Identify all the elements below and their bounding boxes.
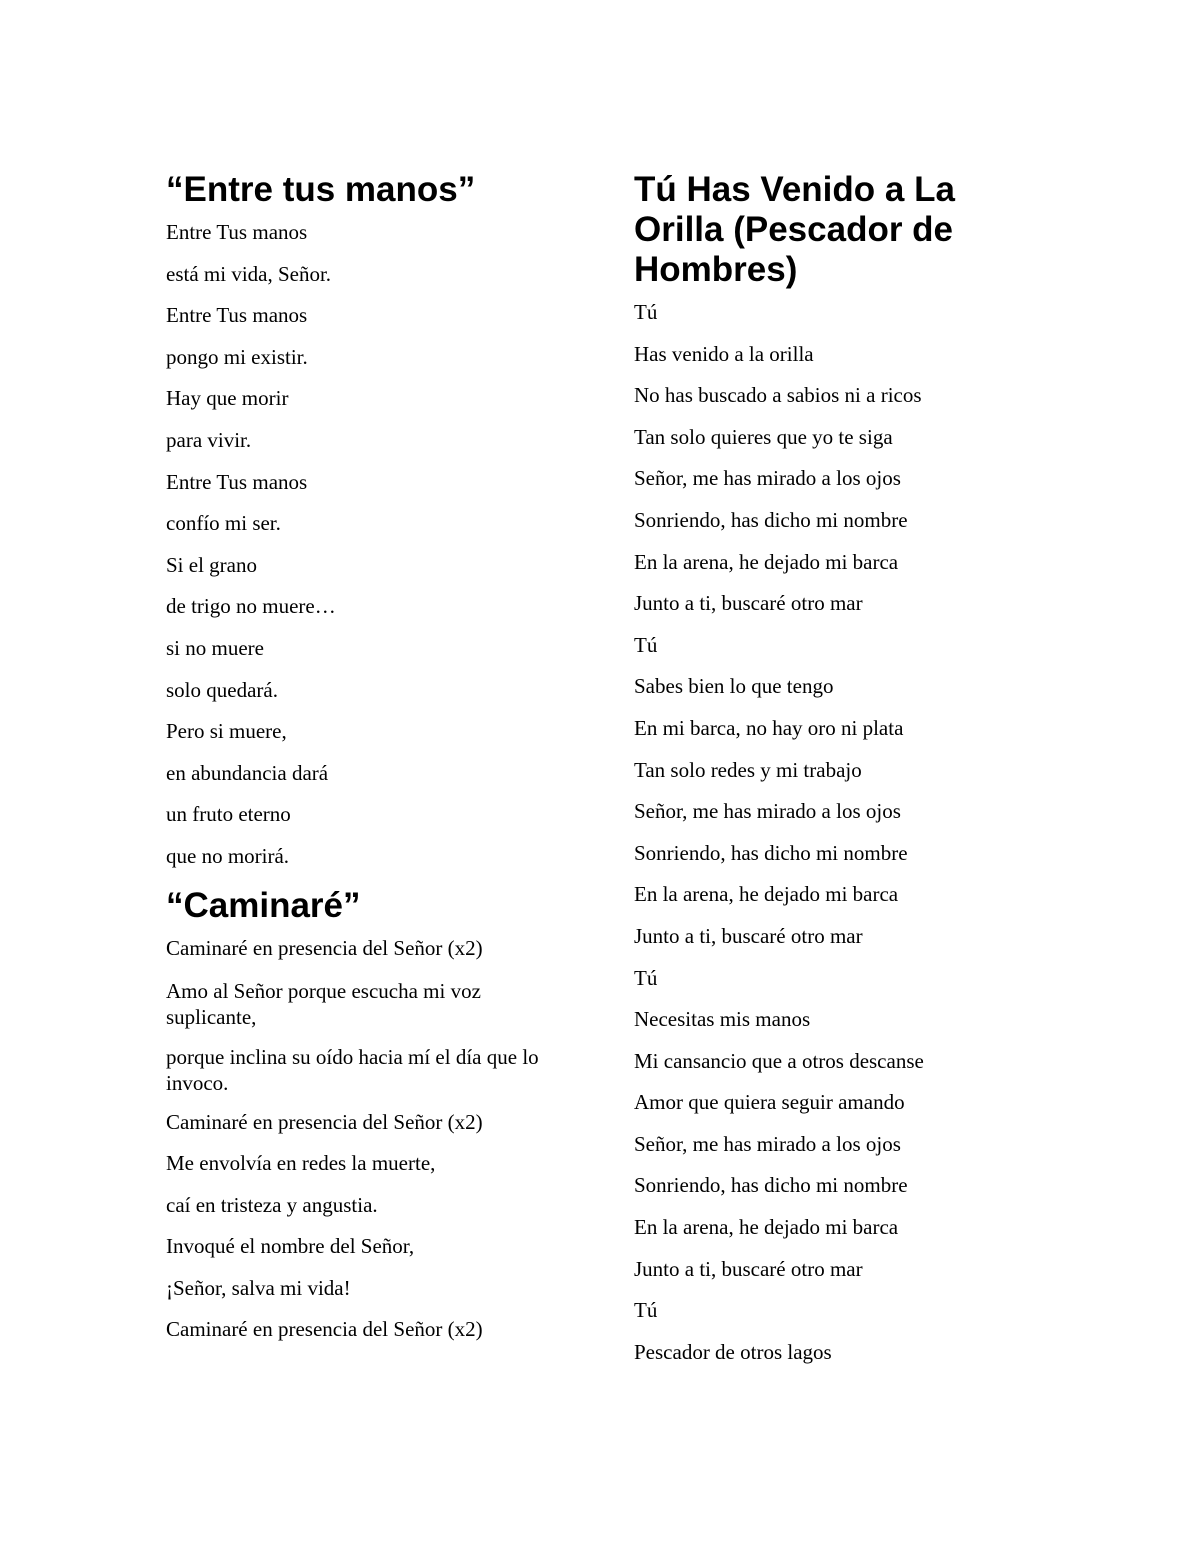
lyric-line: Invoqué el nombre del Señor, [166, 1234, 415, 1259]
lyric-line: de trigo no muere… [166, 594, 336, 619]
lyric-line: pongo mi existir. [166, 344, 308, 369]
lyric-line: para vivir. [166, 427, 252, 452]
lyric-line: Junto a ti, buscaré otro mar [634, 923, 863, 948]
lyric-line: Sabes bien lo que tengo [634, 674, 834, 699]
lyric-line: Amo al Señor porque escucha mi voz suplicante, [166, 978, 481, 1029]
lyric-line: Pescador de otros lagos [634, 1339, 832, 1364]
song-lyrics-caminare [166, 936, 576, 1342]
song-title-pescador-de-hombres: Tú Has Venido a La Orilla (Pescador de Hombres) [634, 170, 955, 289]
lyric-line: Amor que quiera seguir amando [634, 1090, 905, 1115]
lyric-line: un fruto eterno [166, 802, 291, 827]
lyric-line: porque inclina su oído hacia mí el día que lo invoco. [166, 1044, 539, 1095]
lyric-line: ¡Señor, salva mi vida! [166, 1275, 351, 1300]
lyric-line: Mi cansancio que a otros descanse [634, 1048, 924, 1073]
lyric-line: confío mi ser. [166, 511, 281, 536]
lyric-line: Pero si muere, [166, 719, 287, 744]
lyric-line: En la arena, he dejado mi barca [634, 1215, 899, 1240]
lyric-line: Me envolvía en redes la muerte, [166, 1151, 436, 1176]
lyric-line: Caminaré en presencia del Señor (x2) [166, 1109, 483, 1134]
lyric-line: Entre Tus manos [166, 469, 308, 494]
song-lyrics-pescador-de-hombres [634, 300, 1054, 1364]
lyric-line: Tú [634, 632, 658, 657]
lyric-line: Señor, me has mirado a los ojos [634, 799, 901, 824]
lyric-line: Caminaré en presencia del Señor (x2) [166, 1317, 483, 1342]
song-title-entre-tus-manos: “Entre tus manos” [166, 170, 476, 209]
lyric-line: En la arena, he dejado mi barca [634, 549, 899, 574]
lyric-line: Tú [634, 1298, 658, 1323]
lyric-line: está mi vida, Señor. [166, 261, 332, 286]
lyric-line: solo quedará. [166, 677, 278, 702]
lyric-line: caí en tristeza y angustia. [166, 1192, 378, 1217]
lyric-line: Has venido a la orilla [634, 341, 814, 366]
lyric-line: Tan solo redes y mi trabajo [634, 757, 862, 782]
lyric-line: En la arena, he dejado mi barca [634, 882, 899, 907]
lyric-line: No has buscado a sabios ni a ricos [634, 383, 922, 408]
lyric-line: Señor, me has mirado a los ojos [634, 1131, 901, 1156]
lyric-line: Entre Tus manos [166, 303, 308, 328]
song-lyrics-entre-tus-manos [166, 220, 576, 868]
lyric-line: Tú [634, 300, 658, 324]
lyric-line: Tan solo quieres que yo te siga [634, 424, 893, 449]
lyric-line: Junto a ti, buscaré otro mar [634, 1256, 863, 1281]
lyric-line: En mi barca, no hay oro ni plata [634, 715, 904, 740]
lyric-line: Hay que morir [166, 386, 289, 411]
lyric-line: Sonriendo, has dicho mi nombre [634, 840, 908, 865]
lyric-line: Caminaré en presencia del Señor (x2) [166, 935, 483, 960]
lyric-line: Entre Tus manos [166, 220, 308, 244]
lyric-line: Tú [634, 965, 658, 990]
right-column [634, 170, 1054, 1381]
lyric-line: si no muere [166, 635, 264, 660]
lyric-line: que no morirá. [166, 843, 290, 868]
lyric-line: Necesitas mis manos [634, 1007, 811, 1032]
lyric-line: Si el grano [166, 552, 257, 577]
lyric-line: Junto a ti, buscaré otro mar [634, 591, 863, 616]
lyric-line: Señor, me has mirado a los ojos [634, 466, 901, 491]
lyric-line: Sonriendo, has dicho mi nombre [634, 507, 908, 532]
left-column [166, 170, 576, 1359]
lyric-line: en abundancia dará [166, 760, 329, 785]
song-title-caminare: “Caminaré” [166, 885, 361, 925]
lyric-line: Sonriendo, has dicho mi nombre [634, 1173, 908, 1198]
